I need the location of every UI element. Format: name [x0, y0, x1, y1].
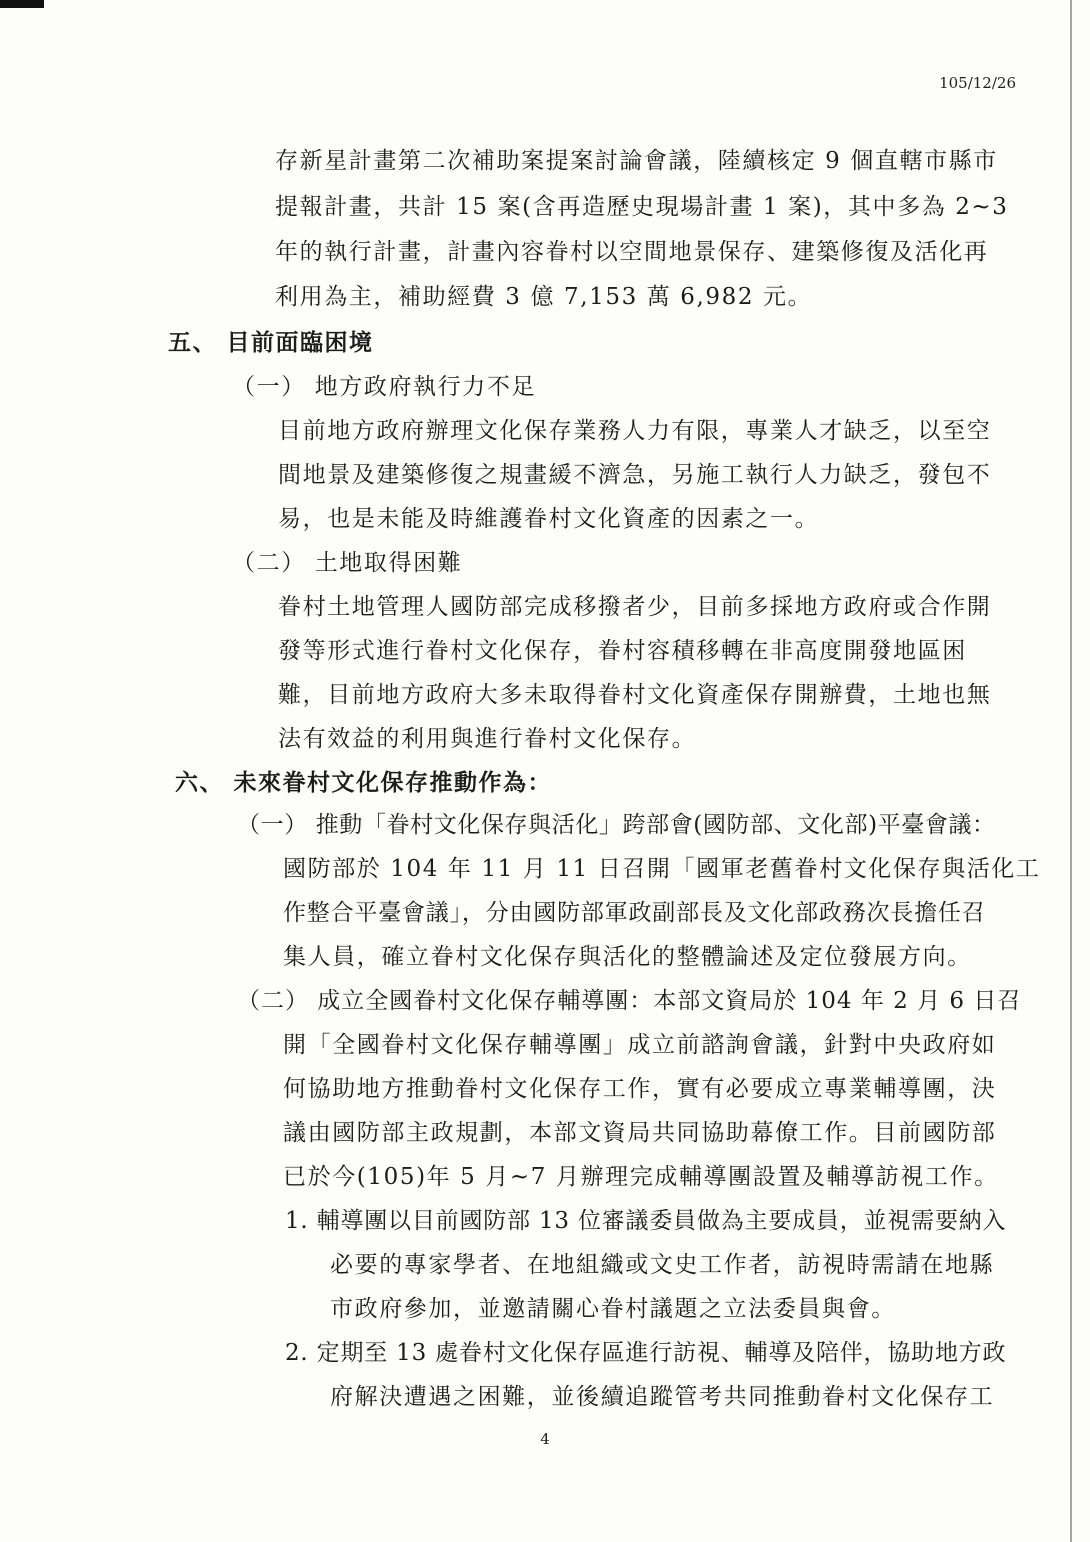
- subsection-heading: （一） 地方政府執行力不足: [232, 374, 537, 400]
- paragraph-line: 何協助地方推動眷村文化保存工作，實有必要成立專業輔導團，決: [283, 1076, 997, 1102]
- paragraph-line: 利用為主，補助經費 3 億 7,153 萬 6,982 元。: [275, 284, 813, 310]
- paragraph-line: 年的執行計畫，計畫內容眷村以空間地景保存、建築修復及活化再: [275, 239, 989, 265]
- paragraph-line: 國防部於 104 年 11 月 11 日召開「國軍老舊眷村文化保存與活化工: [283, 856, 1041, 882]
- paragraph-line: 集人員，確立眷村文化保存與活化的整體論述及定位發展方向。: [283, 944, 972, 970]
- paragraph-line: 已於今(105)年 5 月~7 月辦理完成輔導團設置及輔導訪視工作。: [283, 1164, 999, 1190]
- subsection-heading: （一） 推動「眷村文化保存與活化」跨部會(國防部、文化部)平臺會議：: [237, 812, 996, 838]
- paragraph-line: 間地景及建築修復之規畫緩不濟急，另施工執行人力缺乏，發包不: [278, 462, 992, 488]
- paragraph-line: 眷村土地管理人國防部完成移撥者少，目前多採地方政府或合作開: [278, 594, 992, 620]
- paragraph-line: 目前地方政府辦理文化保存業務人力有限，專業人才缺乏，以至空: [278, 418, 992, 444]
- paragraph-line: 開「全國眷村文化保存輔導團」成立前諮詢會議，針對中央政府如: [283, 1032, 997, 1058]
- paragraph-line: 提報計畫，共計 15 案(含再造歷史現場計畫 1 案)，其中多為 2~3: [275, 194, 1009, 220]
- paragraph-line: 難，目前地方政府大多未取得眷村文化資產保存開辦費，土地也無: [278, 682, 992, 708]
- document-date: 105/12/26: [939, 74, 1016, 92]
- paragraph-line: 易，也是未能及時維護眷村文化資產的因素之一。: [278, 506, 820, 532]
- section-heading-5: 五、 目前面臨困境: [168, 329, 374, 356]
- paragraph-line: 市政府參加，並邀請關心眷村議題之立法委員與會。: [330, 1296, 896, 1322]
- paragraph-line: 作整合平臺會議」，分由國防部軍政副部長及文化部政務次長擔任召: [283, 900, 986, 926]
- subsection-heading: （二） 成立全國眷村文化保存輔導團：本部文資局於 104 年 2 月 6 日召: [237, 988, 1022, 1014]
- paragraph-line: 必要的專家學者、在地組織或文史工作者，訪視時需請在地縣: [330, 1252, 995, 1278]
- paragraph-line: 議由國防部主政規劃，本部文資局共同協助幕僚工作。目前國防部: [283, 1120, 997, 1146]
- list-item-1: 1. 輔導團以目前國防部 13 位審議委員做為主要成員，並視需要納入: [285, 1208, 1007, 1234]
- scan-corner-mark: [0, 0, 44, 8]
- scan-edge-shadow: [1070, 0, 1072, 1542]
- page-number: 4: [540, 1430, 550, 1448]
- list-item-2: 2. 定期至 13 處眷村文化保存區進行訪視、輔導及陪伴，協助地方政: [285, 1340, 1007, 1366]
- section-heading-6: 六、 未來眷村文化保存推動作為：: [175, 769, 553, 796]
- paragraph-line: 法有效益的利用與進行眷村文化保存。: [278, 726, 697, 752]
- paragraph-line: 府解決遭遇之困難，並後續追蹤管考共同推動眷村文化保存工: [330, 1384, 995, 1410]
- paragraph-line: 存新星計畫第二次補助案提案討論會議，陸續核定 9 個直轄市縣市: [275, 148, 998, 174]
- paragraph-line: 發等形式進行眷村文化保存，眷村容積移轉在非高度開發地區困: [278, 638, 967, 664]
- subsection-heading: （二） 土地取得困難: [232, 550, 463, 576]
